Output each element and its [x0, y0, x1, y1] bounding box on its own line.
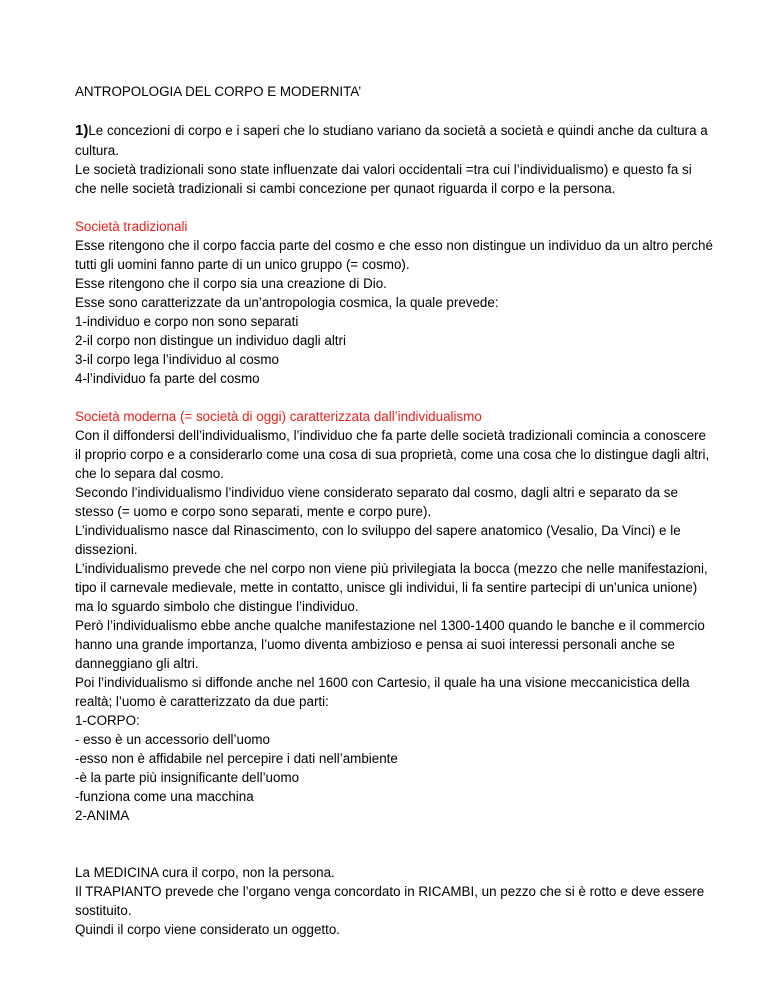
conclusion-line: La MEDICINA cura il corpo, non la persona. [75, 865, 335, 880]
modern-line: realtà; l’uomo è caratterizzato da due parti: [75, 694, 329, 709]
traditional-list-item: 1-individuo e corpo non sono separati [75, 314, 299, 329]
modern-line: Però l’individualismo ebbe anche qualche manifestazione nel 1300-1400 quando le banche e il commercio [75, 618, 705, 633]
modern-line: L’individualismo nasce dal Rinascimento, con lo sviluppo del sapere anatomico (Vesalio, Da Vinci) e le [75, 523, 681, 538]
modern-list-item: -esso non è affidabile nel percepire i dati nell’ambiente [75, 751, 398, 766]
section-number: 1) [75, 122, 89, 139]
intro-line: 1)Le concezioni di corpo e i saperi che lo studiano variano da società a società e quindi anche da cultura a [75, 122, 708, 139]
modern-line: hanno una grande importanza, l’uomo diventa ambizioso e pensa ai suoi interessi personali anche se [75, 637, 675, 652]
conclusion-line: Quindi il corpo viene considerato un oggetto. [75, 922, 341, 937]
modern-society-section [75, 407, 710, 825]
conclusion-paragraph [75, 863, 707, 939]
traditional-list-item: 3-il corpo lega l’individuo al cosmo [75, 352, 279, 367]
modern-line: tipo il carnevale medievale, mette in contatto, unisce gli individui, li fa sentire partecipi di un’unica unione) [75, 580, 698, 595]
traditional-line: tutti gli uomini fanno parte di un unico gruppo (= cosmo). [75, 257, 410, 272]
modern-line: danneggiano gli altri. [75, 656, 199, 671]
modern-list-item: 2-ANIMA [75, 808, 130, 823]
modern-line: Secondo l’individualismo l’individuo viene considerato separato dal cosmo, dagli altri e separato da se [75, 485, 678, 500]
traditional-line: Esse ritengono che il corpo sia una creazione di Dio. [75, 276, 387, 291]
intro-line: cultura. [75, 143, 119, 158]
traditional-line: Esse ritengono che il corpo faccia parte del cosmo e che esso non distingue un individuo da un altro perché [75, 238, 713, 253]
conclusion-line: Il TRAPIANTO prevede che l’organo venga concordato in RICAMBI, un pezzo che si è rotto e deve essere [75, 884, 705, 899]
section-heading-traditional: Società tradizionali [75, 219, 188, 234]
intro-line: che nelle società tradizionali si cambi concezione per qunaot riguarda il corpo e la persona. [75, 181, 616, 196]
modern-line: che lo separa dal cosmo. [75, 466, 224, 481]
modern-line: dissezioni. [75, 542, 138, 557]
traditional-societies-section [75, 217, 713, 388]
modern-line: ma lo sguardo simbolo che distingue l’individuo. [75, 599, 359, 614]
modern-list-item: 1-CORPO: [75, 713, 140, 728]
document-title: ANTROPOLOGIA DEL CORPO E MODERNITA’ [75, 84, 362, 99]
modern-list-item: -funziona come una macchina [75, 789, 254, 804]
section-heading-modern: Società moderna (= società di oggi) caratterizzata dall’individualismo [75, 409, 482, 424]
modern-list-item: - esso è un accessorio dell’uomo [75, 732, 271, 747]
intro-line: Le società tradizionali sono state influenzate dai valori occidentali =tra cui l’individualismo) e questo fa si [75, 162, 692, 177]
modern-line: stesso (= uomo e corpo sono separati, mente e corpo pure). [75, 504, 432, 519]
modern-line: Con il diffondersi dell’individualismo, l’individuo che fa parte delle società tradizionali comincia a conoscere [75, 428, 706, 443]
modern-line: Poi l’individualismo si diffonde anche nel 1600 con Cartesio, il quale ha una visione meccanicistica della [75, 675, 690, 690]
modern-list-item: -è la parte più insignificante dell’uomo [75, 770, 300, 785]
traditional-line: Esse sono caratterizzate da un’antropologia cosmica, la quale prevede: [75, 295, 499, 310]
traditional-list-item: 4-l’individuo fa parte del cosmo [75, 371, 260, 386]
conclusion-line: sostituito. [75, 903, 132, 918]
modern-line: il proprio corpo e a considerarlo come una cosa di sua proprietà, come una cosa che lo distingue dagli altri, [75, 447, 710, 462]
traditional-list-item: 2-il corpo non distingue un individuo dagli altri [75, 333, 346, 348]
document-page [75, 82, 713, 939]
modern-line: L’individualismo prevede che nel corpo non viene più privilegiata la bocca (mezzo che nelle manifestazioni, [75, 561, 708, 576]
intro-paragraph [75, 121, 707, 198]
